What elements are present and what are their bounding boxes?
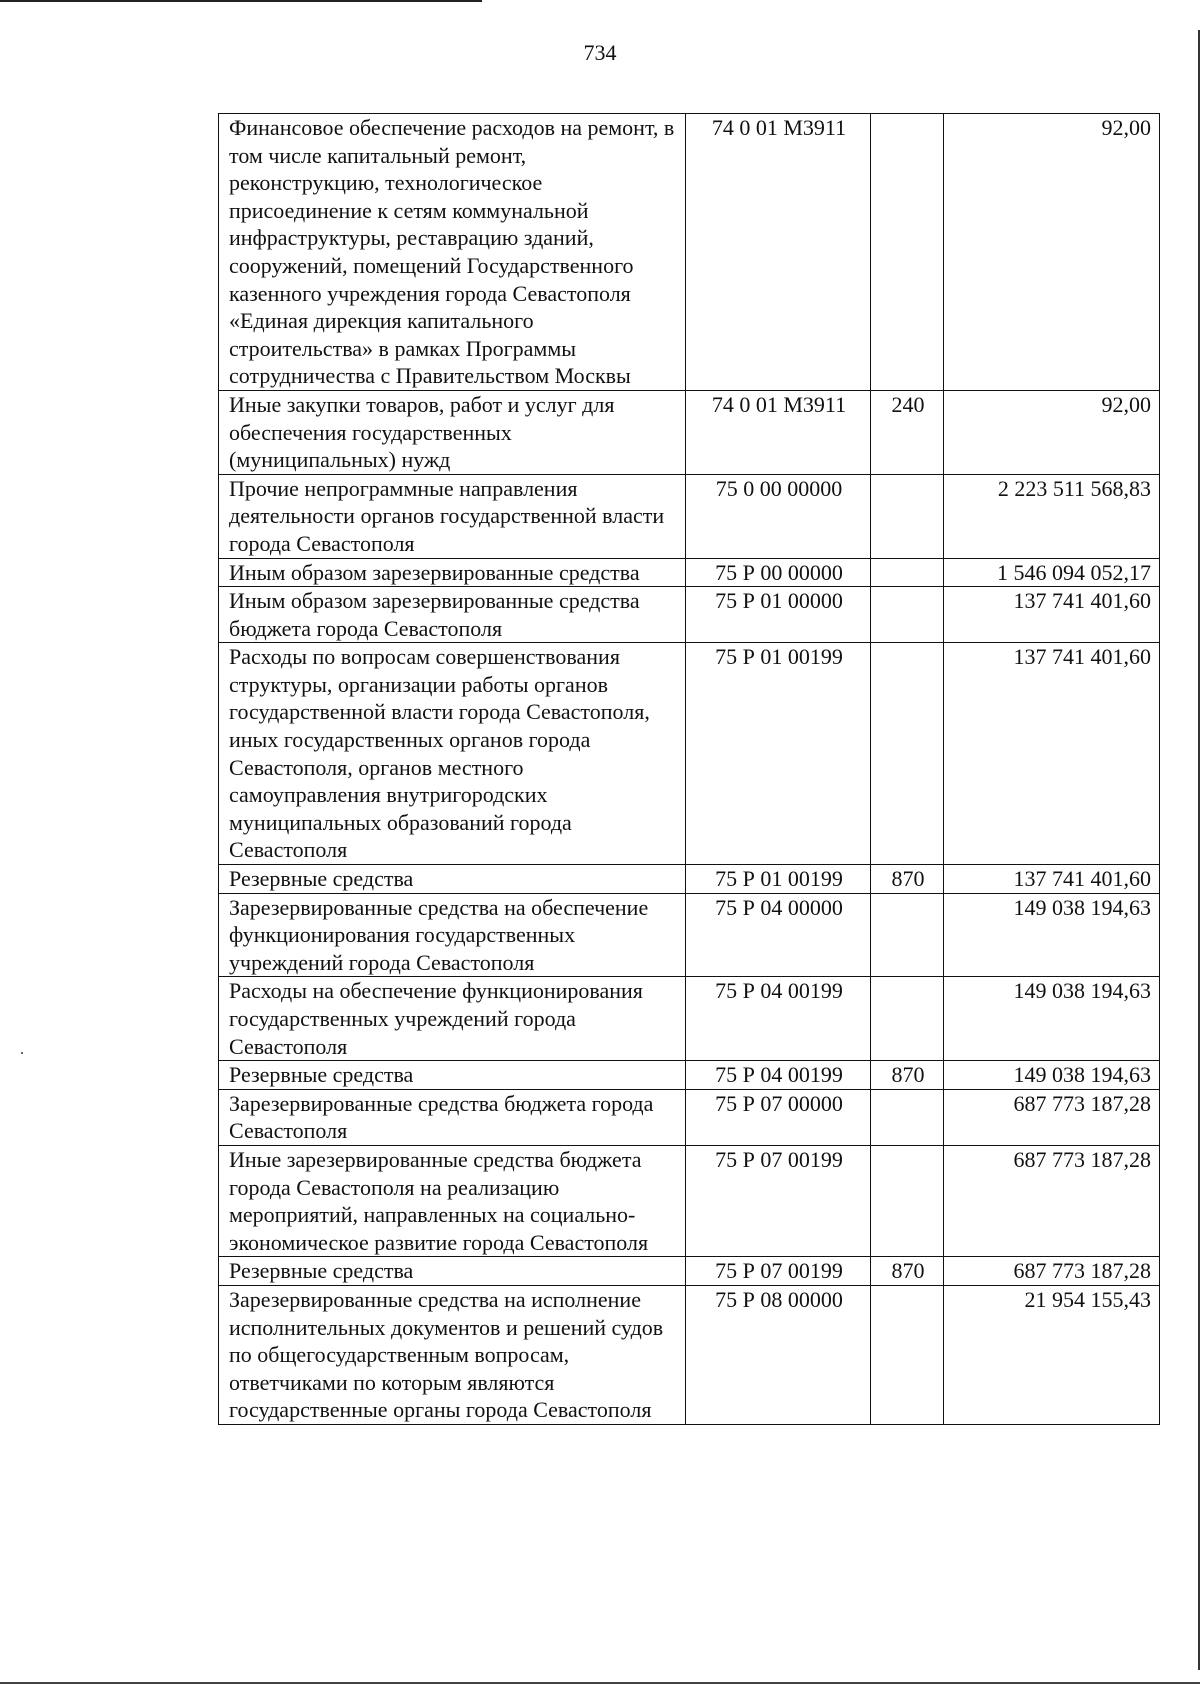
table-row [219, 558, 1160, 587]
row-type [871, 893, 944, 977]
row-code: 75 Р 08 00000 [686, 1285, 871, 1424]
table-row [219, 1257, 1160, 1286]
page-number: 734 [583, 40, 617, 65]
row-code: 75 Р 07 00199 [686, 1145, 871, 1256]
table-row [219, 114, 1160, 391]
row-code: 75 Р 00 00000 [686, 558, 871, 587]
table-row [219, 587, 1160, 643]
row-sum: 2 223 511 568,83 [944, 474, 1160, 558]
row-sum: 149 038 194,63 [944, 893, 1160, 977]
row-code: 75 Р 07 00000 [686, 1089, 871, 1145]
row-type [871, 1145, 944, 1256]
row-name: Расходы по вопросам совершенствования структуры, организации работы органов государственной власти города Севастополя, иных государственных органов города Севастополя, органов местного самоуправления внутригородских муниципальных образований города Севастополя [219, 643, 686, 865]
row-name: Резервные средства [219, 865, 686, 894]
row-type [871, 558, 944, 587]
row-type [871, 474, 944, 558]
row-code: 75 Р 04 00000 [686, 893, 871, 977]
row-sum: 687 773 187,28 [944, 1089, 1160, 1145]
row-name: Финансовое обеспечение расходов на ремонт, в том числе капитальный ремонт, реконструкцию, технологическое присоединение к сетям коммунальной инфраструктуры, реставрацию зданий, сооружений, помещений Государственного казенного учреждения города Севастополя «Единая дирекция капитального строительства» в рамках Программы сотрудничества с Правительством Москвы [219, 114, 686, 391]
row-sum: 92,00 [944, 390, 1160, 474]
table-row [219, 474, 1160, 558]
table-row [219, 1285, 1160, 1424]
row-sum: 687 773 187,28 [944, 1145, 1160, 1256]
row-name: Зарезервированные средства бюджета города Севастополя [219, 1089, 686, 1145]
table-row [219, 643, 1160, 865]
row-name: Иным образом зарезервированные средства [219, 558, 686, 587]
row-code: 75 Р 07 00199 [686, 1257, 871, 1286]
row-name: Резервные средства [219, 1061, 686, 1090]
row-sum: 21 954 155,43 [944, 1285, 1160, 1424]
table-row [219, 1145, 1160, 1256]
row-type [871, 587, 944, 643]
row-name: Резервные средства [219, 1257, 686, 1286]
row-code: 75 Р 04 00199 [686, 1061, 871, 1090]
row-code: 75 Р 04 00199 [686, 977, 871, 1061]
table-row [219, 1089, 1160, 1145]
row-code: 75 Р 01 00000 [686, 587, 871, 643]
row-code: 74 0 01 M3911 [686, 114, 871, 391]
row-name: Расходы на обеспечение функционирования государственных учреждений города Севастополя [219, 977, 686, 1061]
row-code: 74 0 01 M3911 [686, 390, 871, 474]
row-name: Иные зарезервированные средства бюджета города Севастополя на реализацию мероприятий, направленных на социально-экономическое развитие города Севастополя [219, 1145, 686, 1256]
table-row [219, 390, 1160, 474]
row-sum: 687 773 187,28 [944, 1257, 1160, 1286]
row-code: 75 Р 01 00199 [686, 643, 871, 865]
table-row [219, 977, 1160, 1061]
row-sum: 137 741 401,60 [944, 643, 1160, 865]
row-type: 870 [871, 1061, 944, 1090]
scan-speck [21, 1052, 23, 1054]
row-type [871, 977, 944, 1061]
row-sum: 1 546 094 052,17 [944, 558, 1160, 587]
row-type [871, 114, 944, 391]
row-type [871, 1089, 944, 1145]
row-sum: 149 038 194,63 [944, 1061, 1160, 1090]
row-code: 75 Р 01 00199 [686, 865, 871, 894]
row-type [871, 1285, 944, 1424]
budget-table [218, 113, 1160, 1425]
table-row [219, 865, 1160, 894]
table-row [219, 893, 1160, 977]
row-name: Зарезервированные средства на исполнение исполнительных документов и решений судов по общегосударственным вопросам, ответчиками по которым являются государственные органы города Севастополя [219, 1285, 686, 1424]
row-type: 870 [871, 1257, 944, 1286]
row-sum: 92,00 [944, 114, 1160, 391]
row-name: Зарезервированные средства на обеспечение функционирования государственных учреждений города Севастополя [219, 893, 686, 977]
row-type: 870 [871, 865, 944, 894]
row-name: Прочие непрограммные направления деятельности органов государственной власти города Севастополя [219, 474, 686, 558]
row-name: Иные закупки товаров, работ и услуг для обеспечения государственных (муниципальных) нужд [219, 390, 686, 474]
row-sum: 149 038 194,63 [944, 977, 1160, 1061]
row-sum: 137 741 401,60 [944, 587, 1160, 643]
scan-top-border [0, 0, 482, 2]
row-sum: 137 741 401,60 [944, 865, 1160, 894]
table-row [219, 1061, 1160, 1090]
row-type: 240 [871, 390, 944, 474]
row-type [871, 643, 944, 865]
row-name: Иным образом зарезервированные средства бюджета города Севастополя [219, 587, 686, 643]
row-code: 75 0 00 00000 [686, 474, 871, 558]
